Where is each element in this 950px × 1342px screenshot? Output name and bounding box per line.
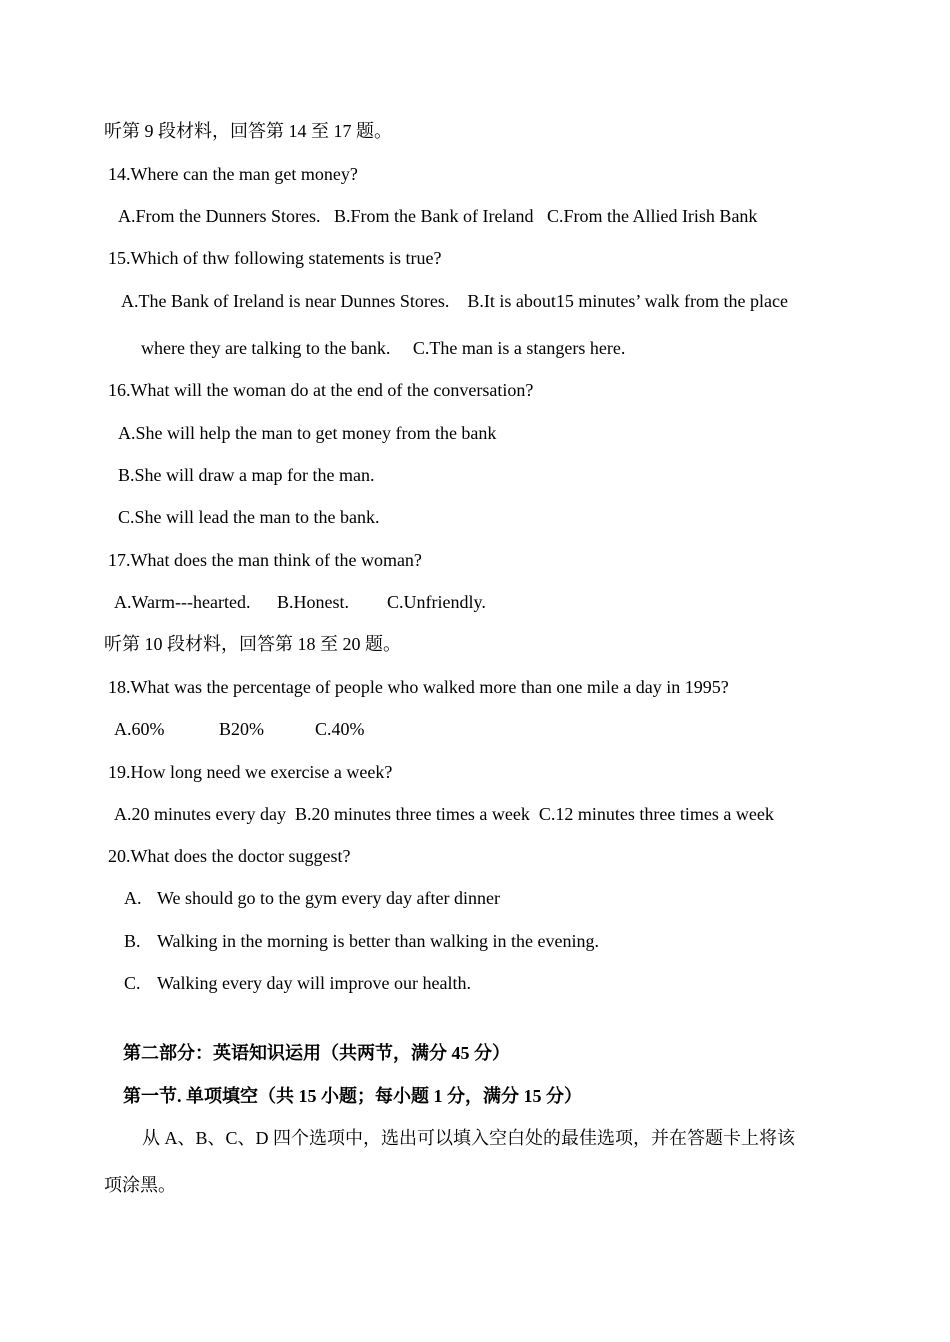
question-14: 14.Where can the man get money?: [108, 164, 358, 184]
question-20-option-b-text: Walking in the morning is better than walking in the evening.: [157, 931, 599, 951]
question-20-option-c-text: Walking every day will improve our health.: [157, 973, 471, 993]
question-18-option-c: C.40%: [315, 719, 365, 739]
question-20-option-a-text: We should go to the gym every day after dinner: [157, 888, 500, 908]
question-15-options-ab: A.The Bank of Ireland is near Dunnes Stores. B.It is about15 minutes’ walk from the place: [121, 291, 789, 311]
section-1-heading: 第一节. 单项填空（共 15 小题；每小题 1 分，满分 15 分）: [123, 1086, 582, 1106]
question-20: 20.What does the doctor suggest?: [108, 846, 351, 866]
question-20-option-b-letter: B.: [124, 931, 141, 951]
question-17-option-c: C.Unfriendly.: [387, 592, 486, 612]
question-16: 16.What will the woman do at the end of the conversation?: [108, 380, 534, 400]
instruction-line-2: 项涂黑。: [104, 1175, 176, 1195]
part-2-heading: 第二部分：英语知识运用（共两节，满分 45 分）: [123, 1043, 510, 1063]
question-15-options-continued: where they are talking to the bank. C.The man is a stangers here.: [141, 338, 626, 358]
section-9-instruction: 听第 9 段材料，回答第 14 至 17 题。: [104, 121, 392, 141]
question-16-option-c: C.She will lead the man to the bank.: [118, 507, 380, 527]
question-16-option-b: B.She will draw a map for the man.: [118, 465, 375, 485]
question-20-option-c-letter: C.: [124, 973, 141, 993]
question-14-options: A.From the Dunners Stores. B.From the Bank of Ireland C.From the Allied Irish Bank: [118, 206, 758, 226]
question-18-option-a: A.60%: [114, 719, 165, 739]
question-16-option-a: A.She will help the man to get money from the bank: [118, 423, 497, 443]
question-17: 17.What does the man think of the woman?: [108, 550, 422, 570]
question-20-option-a-letter: A.: [124, 888, 142, 908]
question-18: 18.What was the percentage of people who walked more than one mile a day in 1995?: [108, 677, 729, 697]
question-15: 15.Which of thw following statements is true?: [108, 248, 442, 268]
instruction-line-1: 从 A、B、C、D 四个选项中，选出可以填入空白处的最佳选项，并在答题卡上将该: [142, 1128, 796, 1148]
question-17-option-a: A.Warm---hearted.: [114, 592, 251, 612]
question-18-option-b: B20%: [219, 719, 264, 739]
question-19: 19.How long need we exercise a week?: [108, 762, 393, 782]
question-17-option-b: B.Honest.: [277, 592, 349, 612]
question-19-options: A.20 minutes every day B.20 minutes three times a week C.12 minutes three times a week: [114, 804, 774, 824]
section-10-instruction: 听第 10 段材料，回答第 18 至 20 题。: [104, 634, 401, 654]
